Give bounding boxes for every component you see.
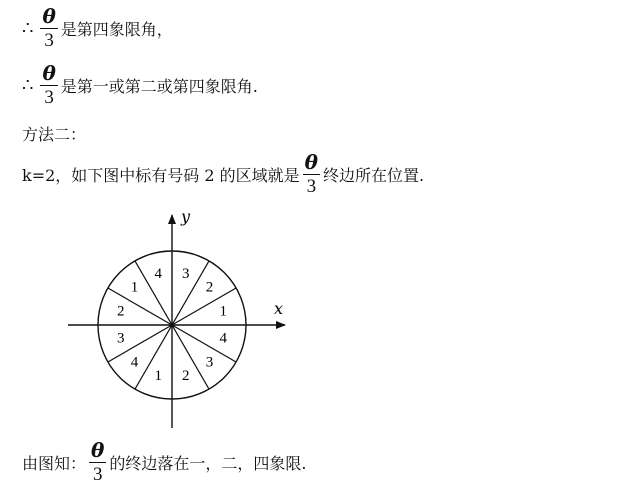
therefore-symbol: ∴ <box>22 74 34 96</box>
line-quadrant-four <box>22 6 173 50</box>
fraction-numerator: θ <box>91 438 105 462</box>
theta-over-3-fraction <box>303 152 320 196</box>
theta-over-3-fraction <box>40 63 57 107</box>
region-label: 3 <box>117 330 125 347</box>
region-label: 4 <box>219 330 227 347</box>
region-label: 4 <box>130 354 139 371</box>
method-two-heading <box>22 122 86 145</box>
method-two-label: 方法二： <box>22 125 87 144</box>
circle-region-diagram <box>60 205 300 435</box>
fraction-denominator: 3 <box>306 176 317 198</box>
line-conclusion <box>22 440 306 484</box>
fraction-numerator: θ <box>304 150 318 174</box>
line-quadrants-one-two-four <box>22 63 258 107</box>
region-label: 3 <box>181 265 190 282</box>
therefore-symbol: ∴ <box>22 17 34 39</box>
line-text: 是第一或第二或第四象限角. <box>60 76 258 96</box>
fraction-denominator: 3 <box>92 464 103 486</box>
region-label: 2 <box>181 368 190 385</box>
region-label: 1 <box>219 303 227 320</box>
y-axis-label: y <box>181 207 191 226</box>
fraction-numerator: θ <box>42 4 56 28</box>
fraction-denominator: 3 <box>44 30 54 52</box>
line-prefix: 由图知： <box>22 453 87 473</box>
region-label: 2 <box>117 303 125 320</box>
theta-over-3-fraction <box>89 440 106 484</box>
region-label: 3 <box>205 354 214 371</box>
fraction-numerator: θ <box>42 61 56 85</box>
line-k-equals-2 <box>22 152 424 196</box>
fraction-denominator: 3 <box>44 87 54 109</box>
region-label: 4 <box>154 265 163 282</box>
line-prefix: k=2，如下图中标有号码 2 的区域就是 <box>22 165 300 185</box>
theta-over-3-fraction <box>40 6 57 50</box>
line-suffix: 终边所在位置. <box>322 165 425 185</box>
x-axis-label: x <box>274 299 284 318</box>
region-label: 1 <box>154 368 163 385</box>
region-label: 2 <box>205 279 214 296</box>
region-label: 1 <box>130 279 139 296</box>
line-suffix: 的终边落在一，二，四象限. <box>109 453 307 473</box>
line-text: 是第四象限角， <box>60 19 173 39</box>
